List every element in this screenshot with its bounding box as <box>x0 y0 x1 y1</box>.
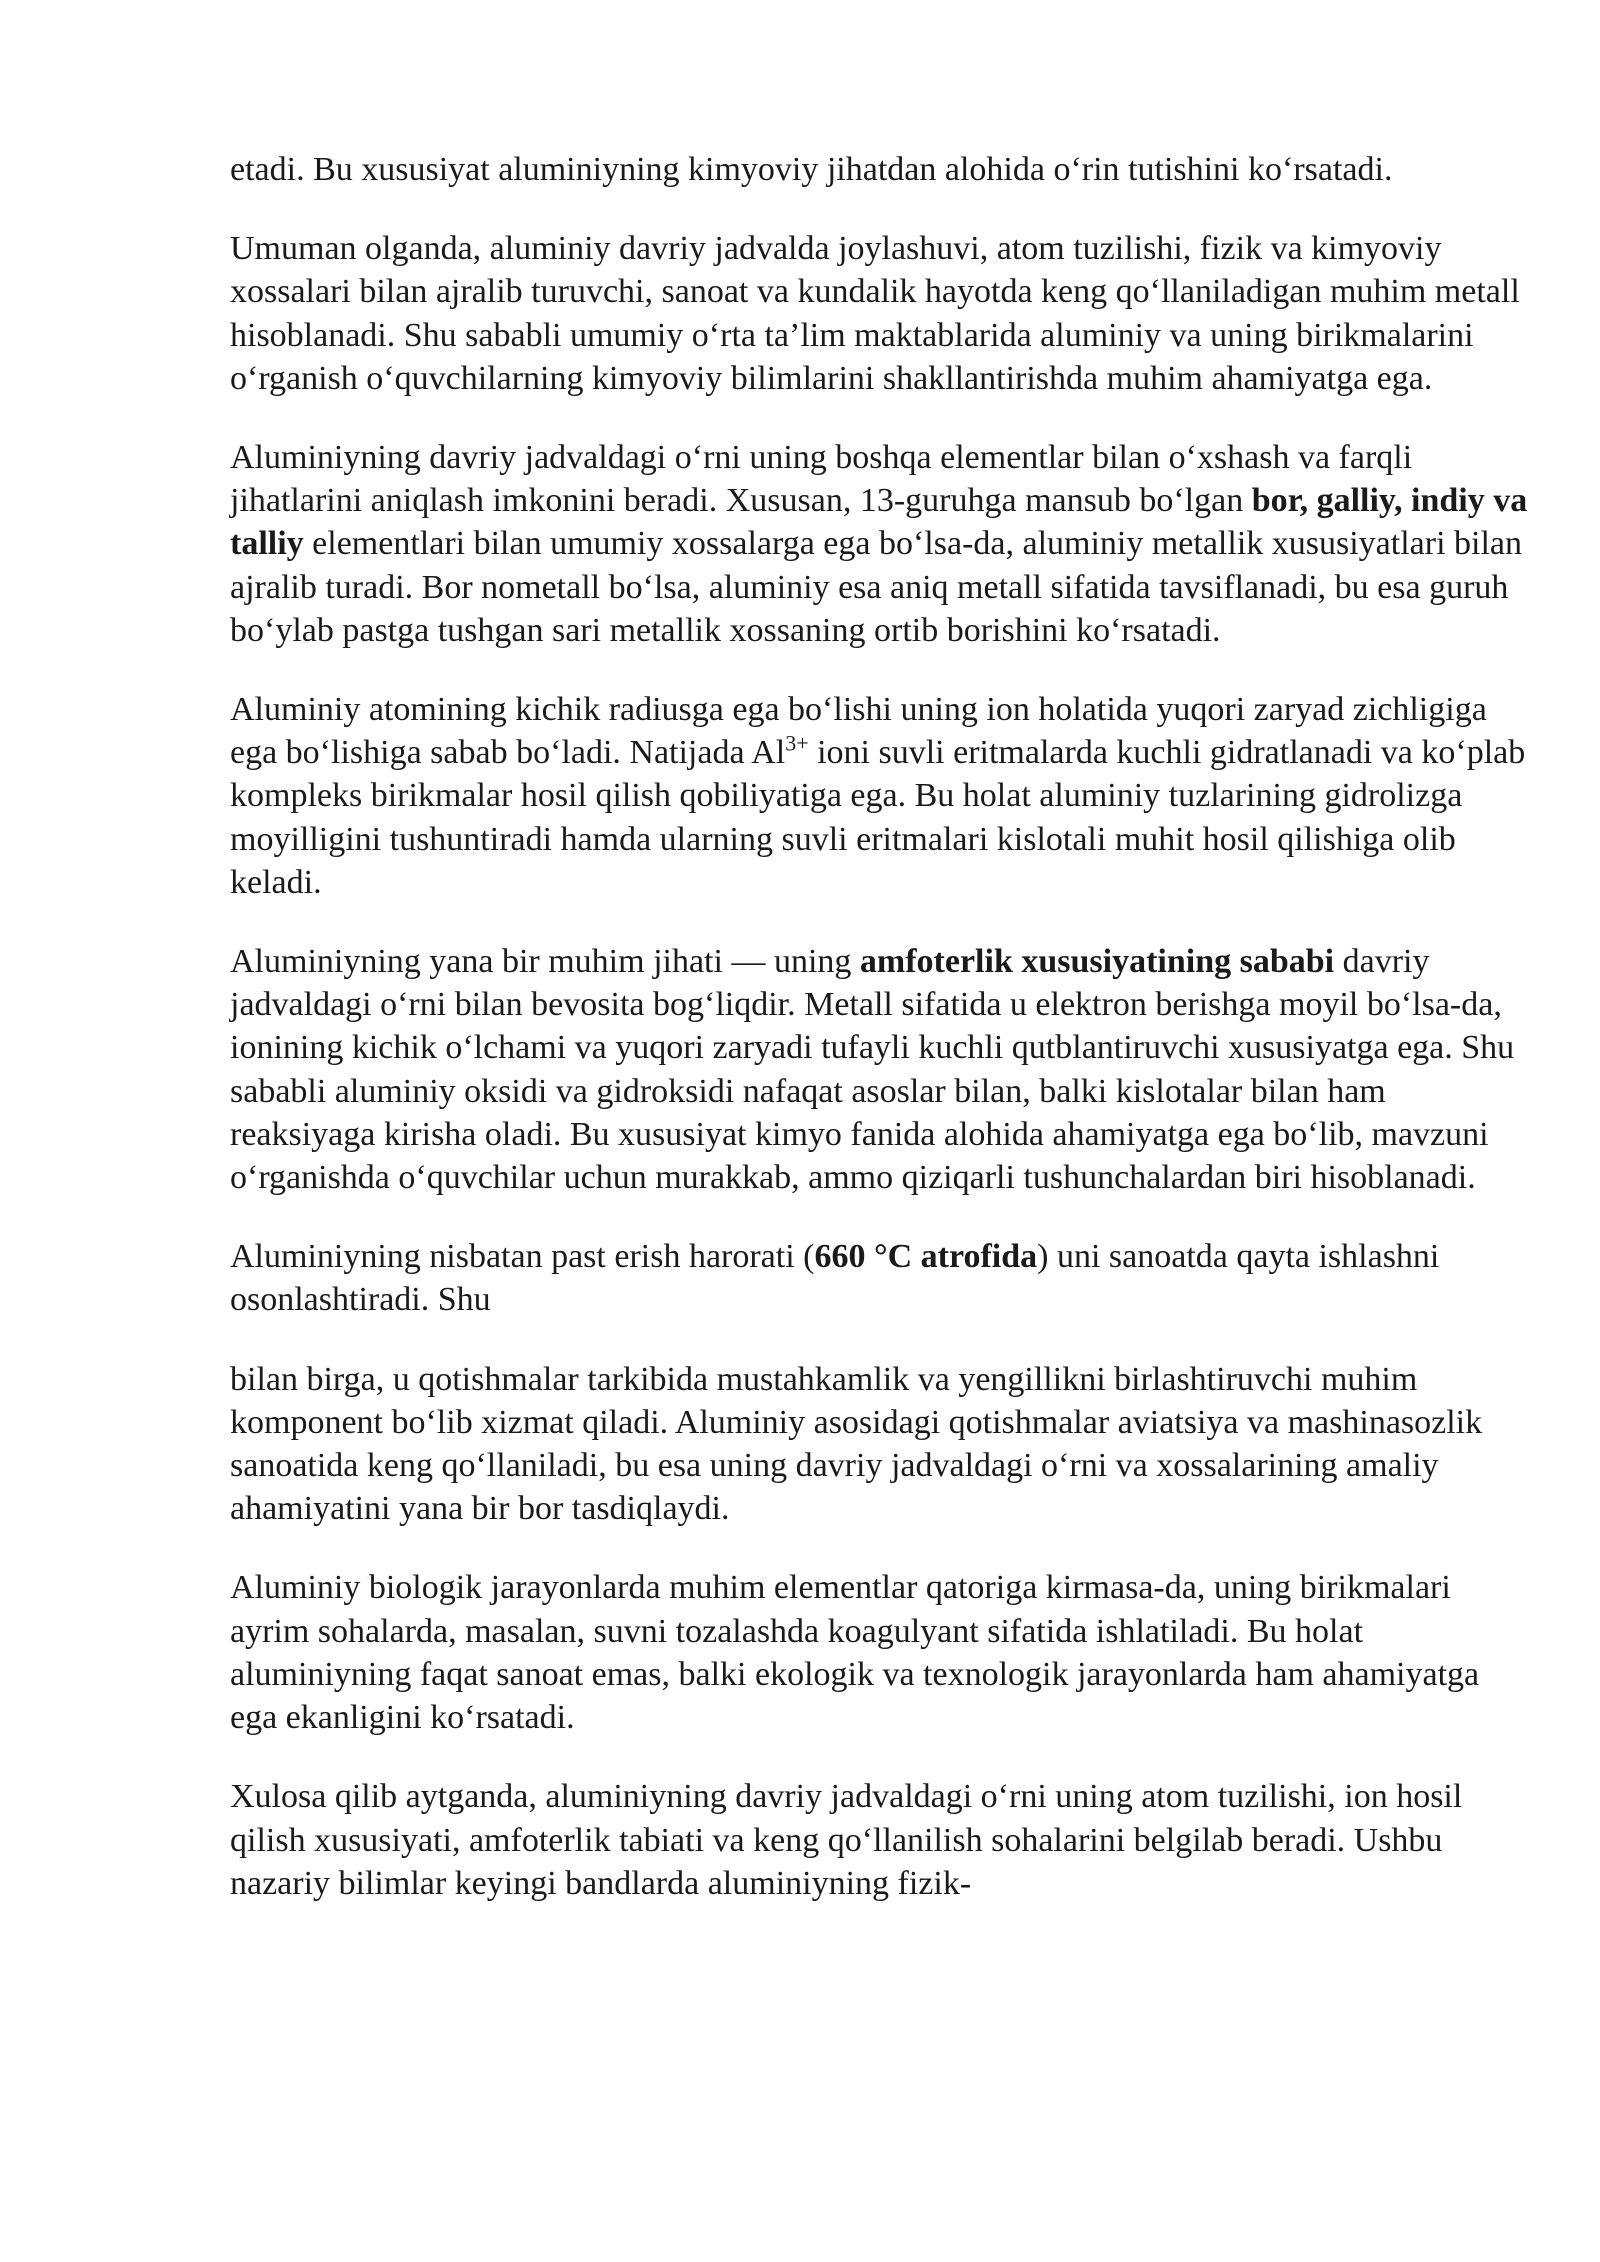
text-segment: etadi. Bu xususiyat aluminiyning kimyoviy jihatdan alohida o‘rin tutishini ko‘rsatadi. <box>230 151 1393 188</box>
paragraph-8 <box>230 1566 1530 1739</box>
bold-text-segment: amfoterlik xususiyatining sababi <box>859 943 1335 981</box>
text-segment: Aluminiyning nisbatan past erish harorati ( <box>230 1238 815 1276</box>
text-segment: Aluminiy biologik jarayonlarda muhim elementlar qatoriga kirmasa-da, uning birikmalari ayrim sohalarda, masalan, suvni tozalashda koagulyant sifatida ishlatiladi. Bu holat aluminiyning faqat sanoat emas, balki ekologik va texnologik jarayonlarda ham ahamiyatga ega ekanligini ko‘rsatadi. <box>230 1569 1480 1737</box>
superscript-charge: 3+ <box>785 730 809 756</box>
text-segment: Umuman olganda, aluminiy davriy jadvalda joylashuvi, atom tuzilishi, fizik va kimyoviy xossalari bilan ajralib turuvchi, sanoat va kundalik hayotda keng qo‘llaniladigan muhim metall hisoblanadi. Shu sababli umumiy o‘rta ta’lim maktablarida aluminiy va uning birikmalarini o‘rganish o‘quvchilarning kimyoviy bilimlarini shakllantirishda muhim ahamiyatga ega. <box>230 230 1520 397</box>
text-segment: Aluminiyning davriy jadvaldagi o‘rni uning boshqa elementlar bilan o‘xshash va farqli jihatlarini aniqlash imkonini beradi. Xususan, 13-guruhga mansub bo‘lgan <box>230 439 1413 520</box>
text-segment: Aluminiyning yana bir muhim jihati — uning <box>230 943 860 981</box>
bold-text-segment: bor, galliy, indiy va talliy <box>230 482 1528 563</box>
paragraph-4 <box>230 688 1530 904</box>
paragraph-9 <box>230 1775 1530 1905</box>
text-segment: ) uni sanoatda qayta ishlashni osonlashtiradi. Shu <box>230 1238 1440 1319</box>
paragraph-7 <box>230 1358 1530 1531</box>
bold-text-segment: 660 °C atrofida <box>814 1238 1038 1276</box>
paragraph-5 <box>230 940 1530 1199</box>
text-segment: elementlari bilan umumiy xossalarga ega bo‘lsa-da, aluminiy metallik xususiyatlari bilan ajralib turadi. Bor nometall bo‘lsa, aluminiy esa aniq metall sifatida tavsiflanadi, bu esa guruh bo‘ylab pastga tushgan sari metallik xossaning ortib borishini ko‘rsatadi. <box>230 525 1523 649</box>
paragraph-3 <box>230 436 1530 652</box>
paragraph-6 <box>230 1235 1530 1321</box>
paragraph-2 <box>230 227 1530 400</box>
text-segment: Xulosa qilib aytganda, aluminiyning davriy jadvaldagi o‘rni uning atom tuzilishi, ion hosil qilish xususiyati, amfoterlik tabiati va keng qo‘llanilish sohalarini belgilab beradi. Ushbu nazariy bilimlar keyingi bandlarda aluminiyning fizik- <box>230 1778 1463 1902</box>
text-segment: davriy jadvaldagi o‘rni bilan bevosita bog‘liqdir. Metall sifatida u elektron berishga moyil bo‘lsa-da, ionining kichik o‘lchami va yuqori zaryadi tufayli kuchli qutblantiruvchi xususiyatga ega. Shu sababli aluminiy oksidi va gidroksidi nafaqat asoslar bilan, balki kislotalar bilan ham reaksiyaga kirisha oladi. Bu xususiyat kimyo fanida alohida ahamiyatga ega bo‘lib, mavzuni o‘rganishda o‘quvchilar uchun murakkab, ammo qiziqarli tushunchalardan biri hisoblanadi. <box>230 943 1515 1197</box>
text-segment: Aluminiy atomining kichik radiusga ega bo‘lishi uning ion holatida yuqori zaryad zichligiga ega bo‘lishiga sabab bo‘ladi. Natijada Al <box>230 691 1487 772</box>
text-segment: ioni suvli eritmalarda kuchli gidratlanadi va ko‘plab kompleks birikmalar hosil qilish qobiliyatiga ega. Bu holat aluminiy tuzlarining gidrolizga moyilligini tushuntiradi hamda ularning suvli eritmalari kislotali muhit hosil qilishiga olib keladi. <box>230 734 1526 901</box>
text-segment: bilan birga, u qotishmalar tarkibida mustahkamlik va yengillikni birlashtiruvchi muhim komponent bo‘lib xizmat qiladi. Aluminiy asosidagi qotishmalar aviatsiya va mashinasozlik sanoatida keng qo‘llaniladi, bu esa uning davriy jadvaldagi o‘rni va xossalarining amaliy ahamiyatini yana bir bor tasdiqlaydi. <box>230 1360 1483 1528</box>
document-page <box>230 148 1530 1941</box>
paragraph-1 <box>230 148 1530 191</box>
